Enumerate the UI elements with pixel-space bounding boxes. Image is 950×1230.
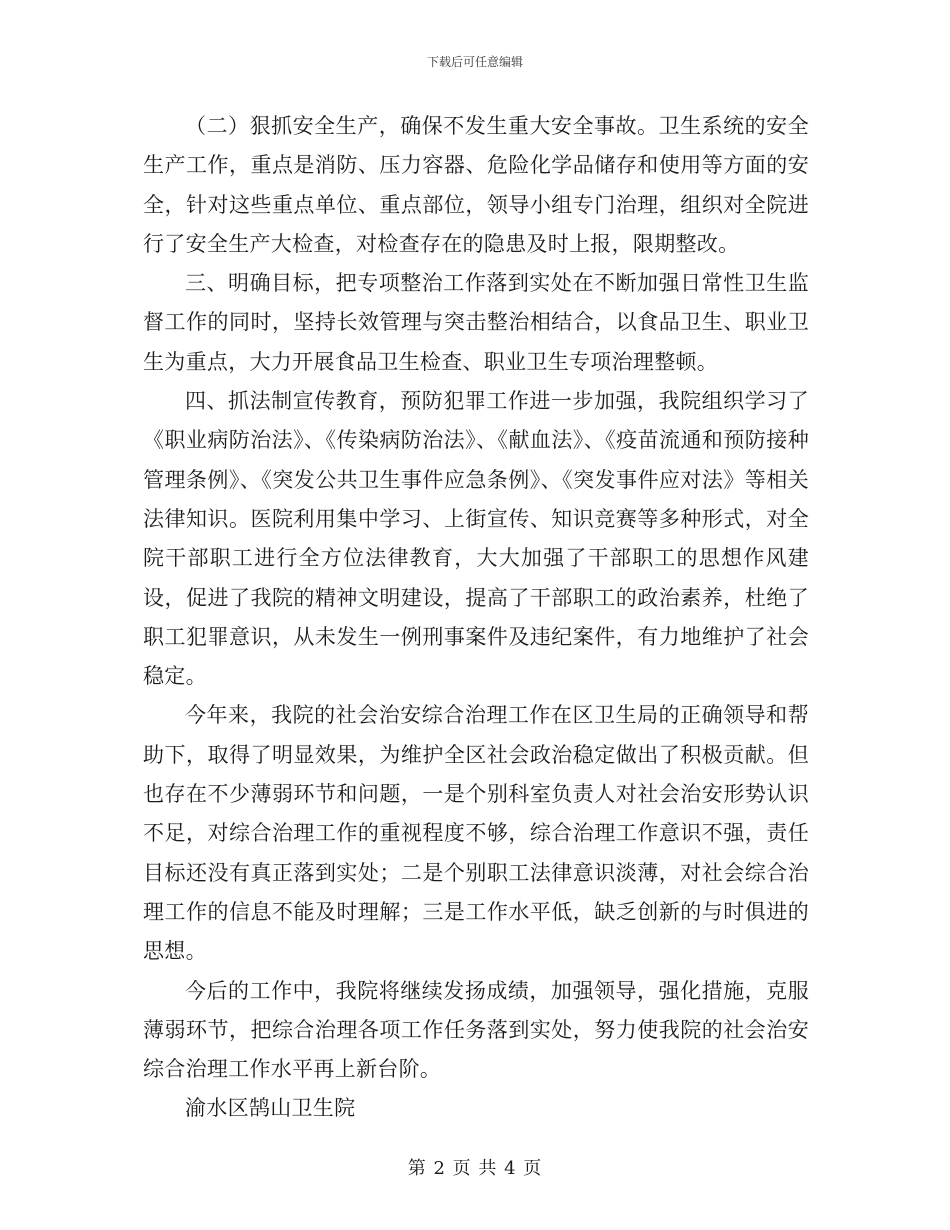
page-number-footer: 第 2 页 共 4 页	[407, 1158, 543, 1179]
paragraph-special-rectification: 三、明确目标，把专项整治工作落到实处在不断加强日常性卫生监督工作的同时，坚持长效管理与突击整治相结合，以食品卫生、职业卫生为重点，大力开展食品卫生检查、职业卫生专项治理整顿。	[143, 271, 809, 374]
paragraph-safety-production: （二）狠抓安全生产，确保不发生重大安全事故。卫生系统的安全生产工作，重点是消防、压力容器、危险化学品储存和使用等方面的安全，针对这些重点单位、重点部位，领导小组专门治理，组织对全院进行了安全生产大检查，对检查存在的隐患及时上报，限期整改。	[143, 114, 809, 256]
document-body	[143, 107, 809, 1129]
paragraph-summary-issues: 今年来，我院的社会治安综合治理工作在区卫生局的正确领导和帮助下，取得了明显效果，为维护全区社会政治稳定做出了积极贡献。但也存在不少薄弱环节和问题，一是个别科室负责人对社会治安形势认识不足，对综合治理工作的重视程度不够，综合治理工作意识不强，责任目标还没有真正落到实处；二是个别职工法律意识淡薄，对社会综合治理工作的信息不能及时理解；三是工作水平低，缺乏创新的与时俱进的思想。	[143, 703, 809, 964]
paragraph-legal-education: 四、抓法制宣传教育，预防犯罪工作进一步加强，我院组织学习了《职业病防治法》、《传染病防治法》、《献血法》、《疫苗流通和预防接种管理条例》、《突发公共卫生事件应急条例》、《突发事件应对法》等相关法律知识。医院利用集中学习、上街宣传、知识竞赛等多种形式，对全院干部职工进行全方位法律教育，大大加强了干部职工的思想作风建设，促进了我院的精神文明建设，提高了干部职工的政治素养，杜绝了职工犯罪意识，从未发生一例刑事案件及违纪案件，有力地维护了社会稳定。	[143, 389, 809, 689]
signature-organization: 渝水区鹄山卫生院	[185, 1096, 356, 1121]
paragraph-future-work: 今后的工作中，我院将继续发扬成绩，加强领导，强化措施，克服薄弱环节，把综合治理各项工作任务落到实处，努力使我院的社会治安综合治理工作水平再上新台阶。	[143, 978, 809, 1082]
page-header: 下载后可任意编辑	[426, 55, 523, 69]
